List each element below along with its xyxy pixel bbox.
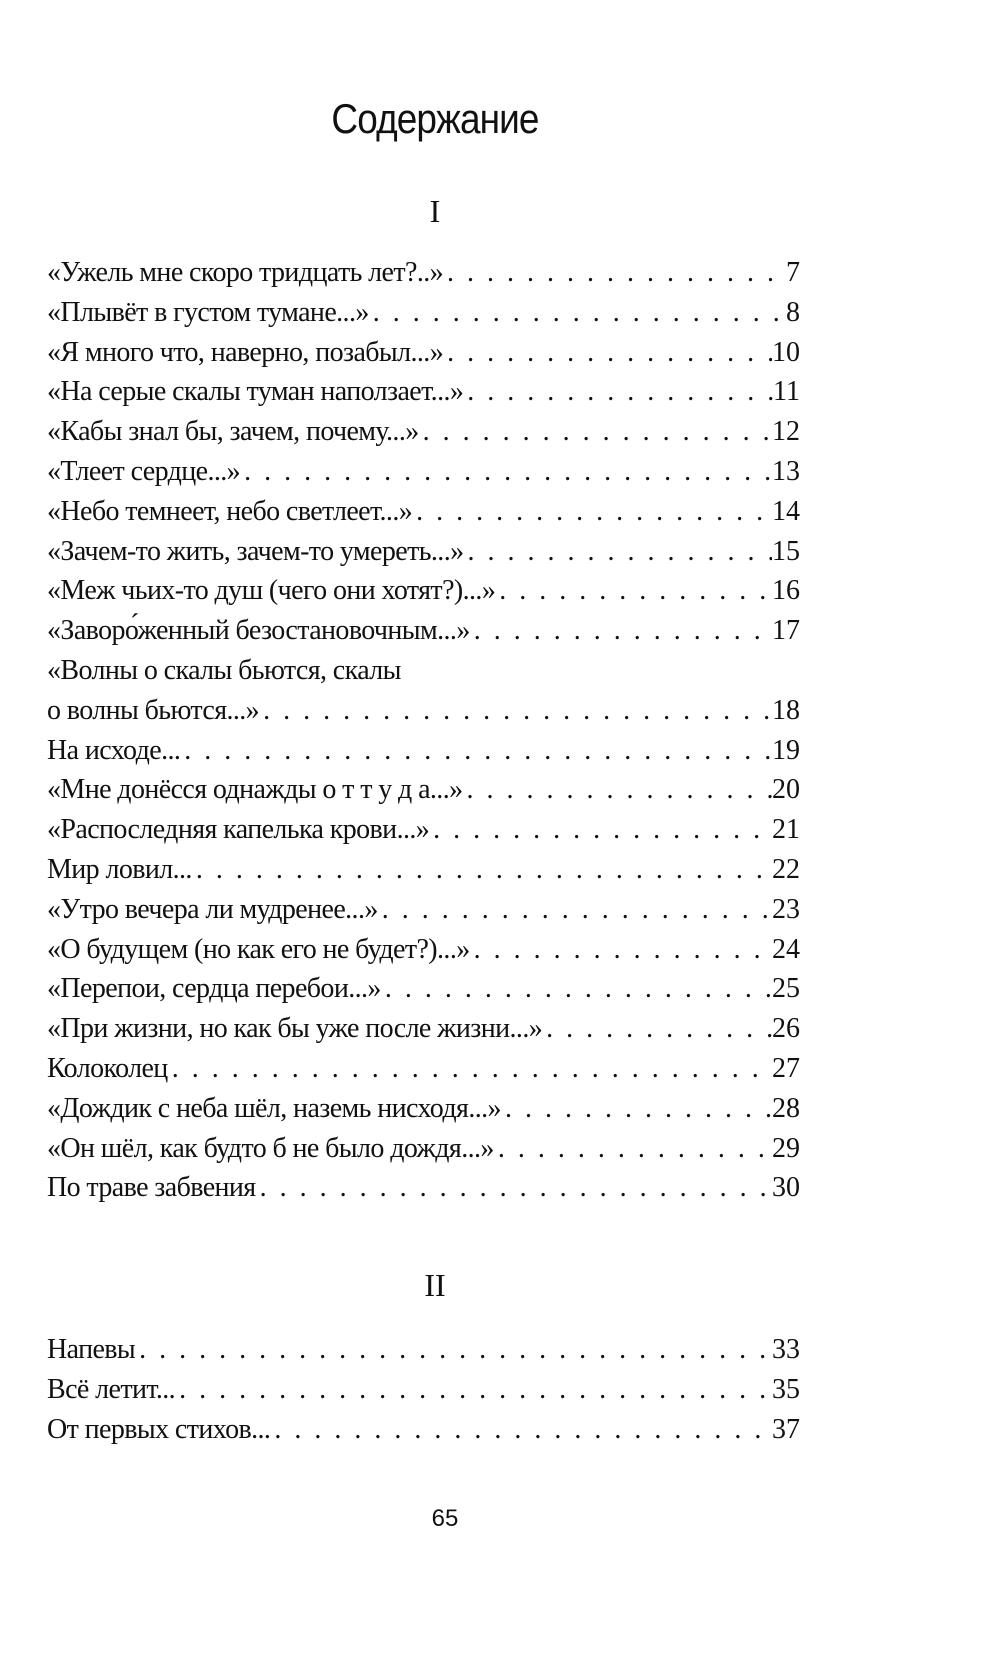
toc-entry-title: «Волны о скалы бьются, скалы [47,654,401,686]
toc-entry [47,571,800,611]
toc-entry [47,1330,800,1370]
dot-leader [501,1089,772,1129]
toc-entry [47,810,800,850]
toc-entry-page: 19 [772,734,800,766]
toc-entry [47,731,800,771]
toc-entry-title: «Плывёт в густом тумане...» [47,296,369,328]
dot-leader [256,1168,772,1208]
toc-entry [47,452,800,492]
toc-entry-title: «Мне донёсся однажды о т т у д а...» [47,774,463,806]
toc-entry-title: «О будущем (но как его не будет?)...» [47,933,470,965]
dot-leader [270,1410,772,1450]
toc-entry [47,1370,800,1410]
dot-leader [463,770,772,810]
toc-entry-page: 18 [772,694,800,726]
toc-entry-title: Мир ловил... [47,853,192,885]
section-heading-2: II [424,1267,446,1303]
toc-entry-title: «Дождик с неба шёл, наземь нисходя...» [47,1092,501,1124]
toc-entry [47,850,800,890]
dot-leader [180,731,772,771]
toc-entry [47,969,800,1009]
toc-entry-title: «На серые скалы туман наползает...» [47,376,464,408]
dot-leader [369,293,786,333]
toc-entry-title: «Ужель мне скоро тридцать лет?..» [47,257,444,288]
toc-entry-page: 29 [772,1132,800,1164]
toc-entry [47,372,800,412]
dot-leader [135,1330,772,1370]
toc-entry-title: «Заворо́женный безостановочным...» [47,615,470,647]
toc-entry-page: 35 [772,1373,800,1405]
page-title: Содержание [331,95,539,142]
toc-entry-page: 37 [772,1413,800,1445]
dot-leader [259,691,772,731]
toc-entry-title: «Распоследняя капелька крови...» [47,814,430,846]
dot-leader [240,452,772,492]
toc-list-section-2 [47,1330,800,1449]
dot-leader [412,492,772,532]
toc-entry-page: 21 [772,814,800,846]
dot-leader [429,810,772,850]
toc-entry-page: 16 [772,575,800,607]
toc-entry-title: По траве забвения [47,1172,256,1204]
toc-entry [47,333,800,373]
toc-entry [47,770,800,810]
toc-entry [47,1410,800,1450]
toc-entry [47,1129,800,1169]
toc-entry-page: 23 [772,893,800,925]
dot-leader [470,930,772,970]
toc-entry-page: 28 [772,1092,800,1124]
dot-leader [381,969,772,1009]
toc-entry-title: Всё летит... [47,1373,176,1405]
toc-entry-title: «Перепои, сердца перебои...» [47,973,381,1005]
toc-entry [47,691,800,731]
toc-entry-title: «Утро вечера ли мудренее...» [47,893,378,925]
toc-entry-page: 20 [772,774,800,806]
toc-entry-page: 27 [772,1052,800,1084]
toc-entry [47,253,800,293]
toc-entry-page: 15 [772,535,800,567]
dot-leader [443,253,786,293]
dot-leader [464,532,773,572]
dot-leader [542,1009,772,1049]
toc-entry [47,492,800,532]
dot-leader [443,333,772,373]
toc-entry [47,1168,800,1208]
toc-entry [47,1009,800,1049]
toc-entry-title: «Небо темнеет, небо светлеет...» [47,495,413,527]
toc-entry [47,1089,800,1129]
toc-entry-page: 30 [772,1172,800,1204]
toc-entry [47,412,800,452]
toc-entry-title: Напевы [47,1334,136,1365]
toc-entry-page: 14 [772,495,800,527]
toc-entry-page: 25 [772,973,800,1005]
toc-entry [47,293,800,333]
dot-leader [378,890,772,930]
toc-entry-title: «Зачем-то жить, зачем-то умереть...» [47,535,464,567]
section-heading-1: I [429,193,441,229]
toc-entry-title: Колоколец [47,1052,168,1084]
toc-entry-page: 8 [786,296,800,328]
dot-leader [470,611,772,651]
toc-entry-title: «Меж чьих-то душ (чего они хотят?)...» [47,575,496,607]
toc-entry-page: 26 [772,1013,800,1045]
toc-entry [47,1049,800,1089]
toc-entry-page: 10 [772,336,800,368]
toc-entry-title: «При жизни, но как бы уже после жизни...» [47,1013,543,1045]
toc-entry-page: 24 [772,933,800,965]
toc-entry-title: «Я много что, наверно, позабыл...» [47,336,444,368]
toc-entry [47,890,800,930]
dot-leader [175,1370,772,1410]
dot-leader [494,1129,772,1169]
toc-entry-title: «Кабы знал бы, зачем, почему...» [47,416,419,448]
dot-leader [168,1049,772,1089]
dot-leader [192,850,772,890]
toc-entry-page: 22 [772,853,800,885]
toc-entry [47,611,800,651]
toc-entry-page: 13 [772,455,800,487]
dot-leader [463,372,773,412]
page-number: 65 [431,1505,459,1532]
toc-entry-title: На исходе... [47,734,181,766]
toc-entry-page: 7 [786,257,800,288]
toc-entry [47,532,800,572]
toc-entry-page: 11 [773,376,800,408]
toc-entry-page: 17 [772,615,800,647]
dot-leader [419,412,772,452]
toc-entry-page: 12 [772,416,800,448]
toc-entry-line [47,651,800,691]
toc-entry-page: 33 [772,1334,800,1365]
dot-leader [495,571,772,611]
toc-entry-title: «Тлеет сердце...» [47,455,241,487]
toc-entry-title: «Он шёл, как будто б не было дождя...» [47,1132,494,1164]
toc-entry-title-continued: о волны бьются...» [47,694,260,726]
toc-list-section-1 [47,253,800,1208]
toc-entry [47,930,800,970]
toc-entry-title: От первых стихов... [47,1413,271,1445]
